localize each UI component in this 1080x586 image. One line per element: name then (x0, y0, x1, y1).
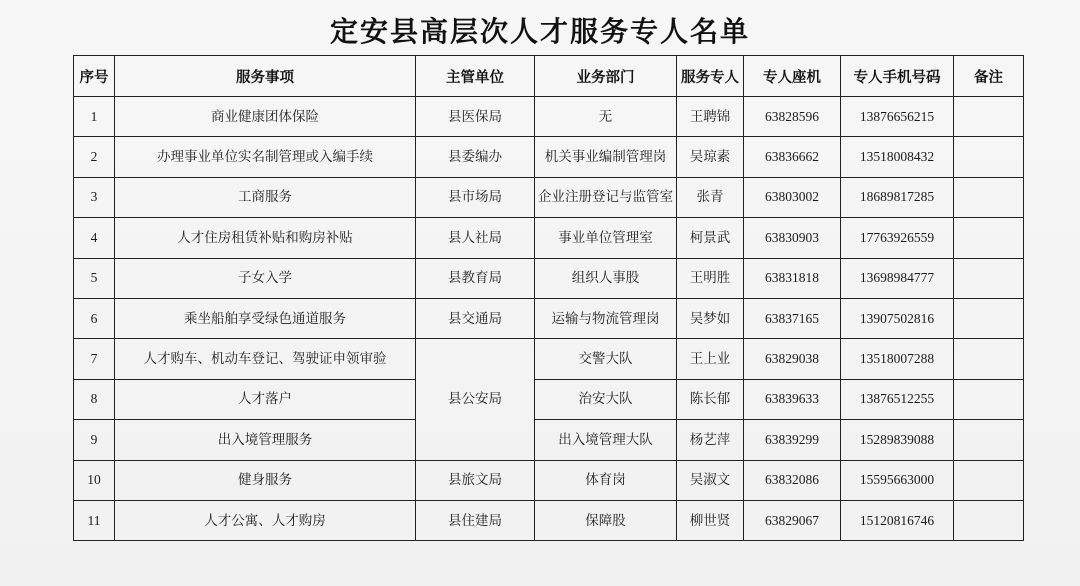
cell-mobile: 15120816746 (841, 500, 954, 540)
cell-seq: 1 (74, 97, 115, 137)
cell-service: 健身服务 (115, 460, 416, 500)
cell-mobile: 13698984777 (841, 258, 954, 298)
table-row (74, 460, 1024, 500)
cell-unit-merged: 县公安局 (416, 339, 535, 460)
cell-unit: 县人社局 (416, 218, 535, 258)
table-row (74, 339, 1024, 379)
cell-landline: 63832086 (744, 460, 841, 500)
cell-mobile: 17763926559 (841, 218, 954, 258)
cell-landline: 63828596 (744, 97, 841, 137)
cell-service: 人才公寓、人才购房 (115, 500, 416, 540)
header-mobile: 专人手机号码 (841, 56, 954, 97)
cell-dept: 运输与物流管理岗 (535, 298, 677, 338)
cell-staff: 王聘锦 (677, 97, 744, 137)
cell-mobile: 15595663000 (841, 460, 954, 500)
cell-service: 人才购车、机动车登记、驾驶证申领审验 (115, 339, 416, 379)
header-staff: 服务专人 (677, 56, 744, 97)
cell-remark (954, 379, 1024, 419)
cell-landline: 63803002 (744, 177, 841, 217)
header-dept: 业务部门 (535, 56, 677, 97)
cell-seq: 9 (74, 420, 115, 460)
header-remark: 备注 (954, 56, 1024, 97)
cell-staff: 陈长郁 (677, 379, 744, 419)
cell-unit: 县交通局 (416, 298, 535, 338)
cell-seq: 11 (74, 500, 115, 540)
cell-dept: 治安大队 (535, 379, 677, 419)
page-title: 定安县高层次人才服务专人名单 (329, 15, 750, 48)
cell-mobile: 13518008432 (841, 137, 954, 177)
cell-staff: 吴淑文 (677, 460, 744, 500)
cell-remark (954, 339, 1024, 379)
cell-seq: 5 (74, 258, 115, 298)
table-row (74, 298, 1024, 338)
cell-dept: 交警大队 (535, 339, 677, 379)
cell-dept: 出入境管理大队 (535, 420, 677, 460)
cell-staff: 张青 (677, 177, 744, 217)
header-landline: 专人座机 (744, 56, 841, 97)
cell-landline: 63829067 (744, 500, 841, 540)
cell-mobile: 13907502816 (841, 298, 954, 338)
cell-landline: 63839633 (744, 379, 841, 419)
cell-seq: 8 (74, 379, 115, 419)
cell-unit: 县教育局 (416, 258, 535, 298)
cell-staff: 吴琼素 (677, 137, 744, 177)
cell-seq: 2 (74, 137, 115, 177)
cell-service: 乘坐船舶享受绿色通道服务 (115, 298, 416, 338)
cell-remark (954, 460, 1024, 500)
cell-mobile: 18689817285 (841, 177, 954, 217)
cell-service: 商业健康团体保险 (115, 97, 416, 137)
cell-unit: 县委编办 (416, 137, 535, 177)
cell-seq: 4 (74, 218, 115, 258)
cell-service: 出入境管理服务 (115, 420, 416, 460)
table-row (74, 379, 1024, 419)
cell-staff: 杨艺萍 (677, 420, 744, 460)
cell-seq: 3 (74, 177, 115, 217)
cell-landline: 63839299 (744, 420, 841, 460)
cell-service: 子女入学 (115, 258, 416, 298)
cell-seq: 6 (74, 298, 115, 338)
cell-remark (954, 500, 1024, 540)
cell-service: 人才住房租赁补贴和购房补贴 (115, 218, 416, 258)
personnel-table (73, 55, 1024, 541)
cell-service: 工商服务 (115, 177, 416, 217)
cell-mobile: 13518007288 (841, 339, 954, 379)
cell-unit: 县医保局 (416, 97, 535, 137)
cell-remark (954, 218, 1024, 258)
cell-remark (954, 258, 1024, 298)
table-row (74, 420, 1024, 460)
cell-remark (954, 298, 1024, 338)
header-service: 服务事项 (115, 56, 416, 97)
cell-unit: 县旅文局 (416, 460, 535, 500)
header-seq: 序号 (74, 56, 115, 97)
table-row (74, 177, 1024, 217)
cell-service: 人才落户 (115, 379, 416, 419)
cell-dept: 企业注册登记与监管室 (535, 177, 677, 217)
table-row (74, 218, 1024, 258)
cell-mobile: 15289839088 (841, 420, 954, 460)
cell-remark (954, 420, 1024, 460)
cell-landline: 63836662 (744, 137, 841, 177)
cell-staff: 柯景武 (677, 218, 744, 258)
cell-remark (954, 97, 1024, 137)
cell-seq: 7 (74, 339, 115, 379)
cell-landline: 63829038 (744, 339, 841, 379)
cell-dept: 体育岗 (535, 460, 677, 500)
cell-staff: 柳世贤 (677, 500, 744, 540)
cell-mobile: 13876656215 (841, 97, 954, 137)
cell-unit: 县住建局 (416, 500, 535, 540)
table-row (74, 258, 1024, 298)
cell-landline: 63837165 (744, 298, 841, 338)
cell-staff: 王明胜 (677, 258, 744, 298)
cell-mobile: 13876512255 (841, 379, 954, 419)
table-row (74, 97, 1024, 137)
cell-service: 办理事业单位实名制管理或入编手续 (115, 137, 416, 177)
cell-landline: 63831818 (744, 258, 841, 298)
cell-dept: 机关事业编制管理岗 (535, 137, 677, 177)
cell-staff: 吴梦如 (677, 298, 744, 338)
cell-landline: 63830903 (744, 218, 841, 258)
cell-seq: 10 (74, 460, 115, 500)
cell-staff: 王上业 (677, 339, 744, 379)
table-row (74, 137, 1024, 177)
cell-remark (954, 177, 1024, 217)
cell-dept: 保障股 (535, 500, 677, 540)
cell-dept: 组织人事股 (535, 258, 677, 298)
table-header-row (74, 56, 1024, 97)
table-row (74, 500, 1024, 540)
cell-remark (954, 137, 1024, 177)
header-unit: 主管单位 (416, 56, 535, 97)
cell-dept: 无 (535, 97, 677, 137)
cell-dept: 事业单位管理室 (535, 218, 677, 258)
cell-unit: 县市场局 (416, 177, 535, 217)
